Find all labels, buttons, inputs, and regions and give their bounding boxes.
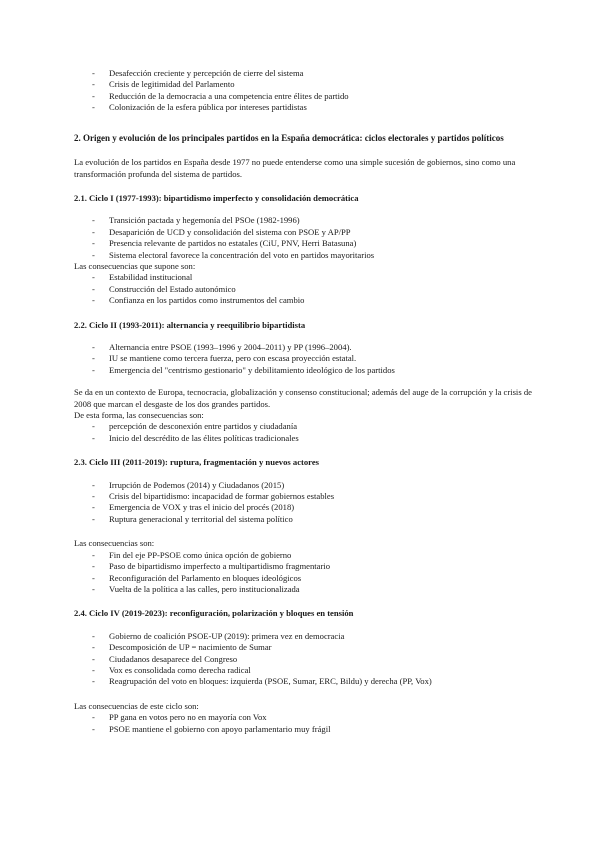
cycle-2-consequences	[74, 421, 544, 444]
cycle-1-heading: 2.1. Ciclo I (1977-1993): bipartidismo imperfecto y consolidación democrática	[74, 192, 359, 203]
list-item: - Estabilidad institucional	[74, 272, 544, 283]
list-item: - Colonización de la esfera pública por intereses partidistas	[74, 102, 544, 113]
list-item: - Fin del eje PP-PSOE como única opción de gobierno	[74, 550, 544, 561]
cycle-3-heading: 2.3. Ciclo III (2011-2019): ruptura, fragmentación y nuevos actores	[74, 457, 319, 468]
list-item: - Descomposición de UP = nacimiento de Sumar	[74, 642, 544, 653]
section-2-intro: La evolución de los partidos en España desde 1977 no puede entenderse como una simple sucesión de gobiernos, sino como una transformación profunda del sistema de partidos.	[74, 157, 516, 179]
cycle-1-list	[74, 215, 544, 261]
list-item: - Inicio del descrédito de las élites políticas tradicionales	[74, 433, 544, 444]
list-item: - Crisis de legitimidad del Parlamento	[74, 79, 544, 90]
cycle-1-consequences-label: Las consecuencias que supone son:	[74, 260, 196, 271]
list-item: - Desaparición de UCD y consolidación del sistema con PSOE y AP/PP	[74, 227, 544, 238]
top-bullet-list	[74, 68, 544, 114]
section-2-heading: 2. Origen y evolución de los principales partidos en la España democrática: ciclos electorales y partidos políticos	[74, 132, 504, 143]
cycle-2-consequences-label: De esta forma, las consecuencias son:	[74, 410, 204, 421]
list-item: - IU se mantiene como tercera fuerza, pero con escasa proyección estatal.	[74, 353, 544, 364]
list-item: - Sistema electoral favorece la concentración del voto en partidos mayoritarios	[74, 250, 544, 261]
list-item: - Ruptura generacional y territorial del sistema político	[74, 514, 544, 525]
cycle-4-consequences	[74, 712, 544, 735]
list-item: - Alternancia entre PSOE (1993–1996 y 2004–2011) y PP (1996–2004).	[74, 342, 544, 353]
list-item: - percepción de desconexión entre partidos y ciudadanía	[74, 421, 544, 432]
list-item: - Ciudadanos desaparece del Congreso	[74, 654, 544, 665]
list-item: - Transición pactada y hegemonía del PSOe (1982-1996)	[74, 215, 544, 226]
cycle-2-list	[74, 342, 544, 376]
list-item: - Construcción del Estado autonómico	[74, 284, 544, 295]
list-item: - Presencia relevante de partidos no estatales (CiU, PNV, Herri Batasuna)	[74, 238, 544, 249]
cycle-4-list	[74, 631, 544, 688]
cycle-3-list	[74, 480, 544, 526]
cycle-2-context: Se da en un contexto de Europa, tecnocracia, globalización y consenso constitucional; además del auge de la corrupción y la crisis de 2008 que marcan el desgaste de los dos grandes partidos.	[74, 387, 532, 409]
cycle-4-heading: 2.4. Ciclo IV (2019-2023): reconfiguración, polarización y bloques en tensión	[74, 608, 354, 619]
list-item: - Emergencia del "centrismo gestionario" y debilitamiento ideológico de los partidos	[74, 365, 544, 376]
cycle-1-consequences	[74, 272, 544, 306]
list-item: - Paso de bipartidismo imperfecto a multipartidismo fragmentario	[74, 561, 544, 572]
list-item: - Irrupción de Podemos (2014) y Ciudadanos (2015)	[74, 480, 544, 491]
list-item: - Crisis del bipartidismo: incapacidad de formar gobiernos estables	[74, 491, 544, 502]
list-item: - Reconfiguración del Parlamento en bloques ideológicos	[74, 573, 544, 584]
list-item: - Reagrupación del voto en bloques: izquierda (PSOE, Sumar, ERC, Bildu) y derecha (PP, Vox)	[74, 676, 544, 687]
cycle-3-consequences-label: Las consecuencias son:	[74, 538, 155, 549]
list-item: - PSOE mantiene el gobierno con apoyo parlamentario muy frágil	[74, 724, 544, 735]
cycle-3-consequences	[74, 550, 544, 596]
list-item: - PP gana en votos pero no en mayoría con Vox	[74, 712, 544, 723]
list-item: - Vuelta de la política a las calles, pero institucionalizada	[74, 584, 544, 595]
list-item: - Emergencia de VOX y tras el inicio del procés (2018)	[74, 502, 544, 513]
cycle-4-consequences-label: Las consecuencias de este ciclo son:	[74, 700, 199, 711]
cycle-2-heading: 2.2. Ciclo II (1993-2011): alternancia y reequilibrio bipartidista	[74, 319, 306, 330]
list-item: - Confianza en los partidos como instrumentos del cambio	[74, 295, 544, 306]
list-item: - Vox es consolidada como derecha radical	[74, 665, 544, 676]
document-page	[74, 68, 544, 735]
list-item: - Desafección creciente y percepción de cierre del sistema	[74, 68, 544, 79]
list-item: - Gobierno de coalición PSOE-UP (2019): primera vez en democracia	[74, 631, 544, 642]
list-item: - Reducción de la democracia a una competencia entre élites de partido	[74, 91, 544, 102]
